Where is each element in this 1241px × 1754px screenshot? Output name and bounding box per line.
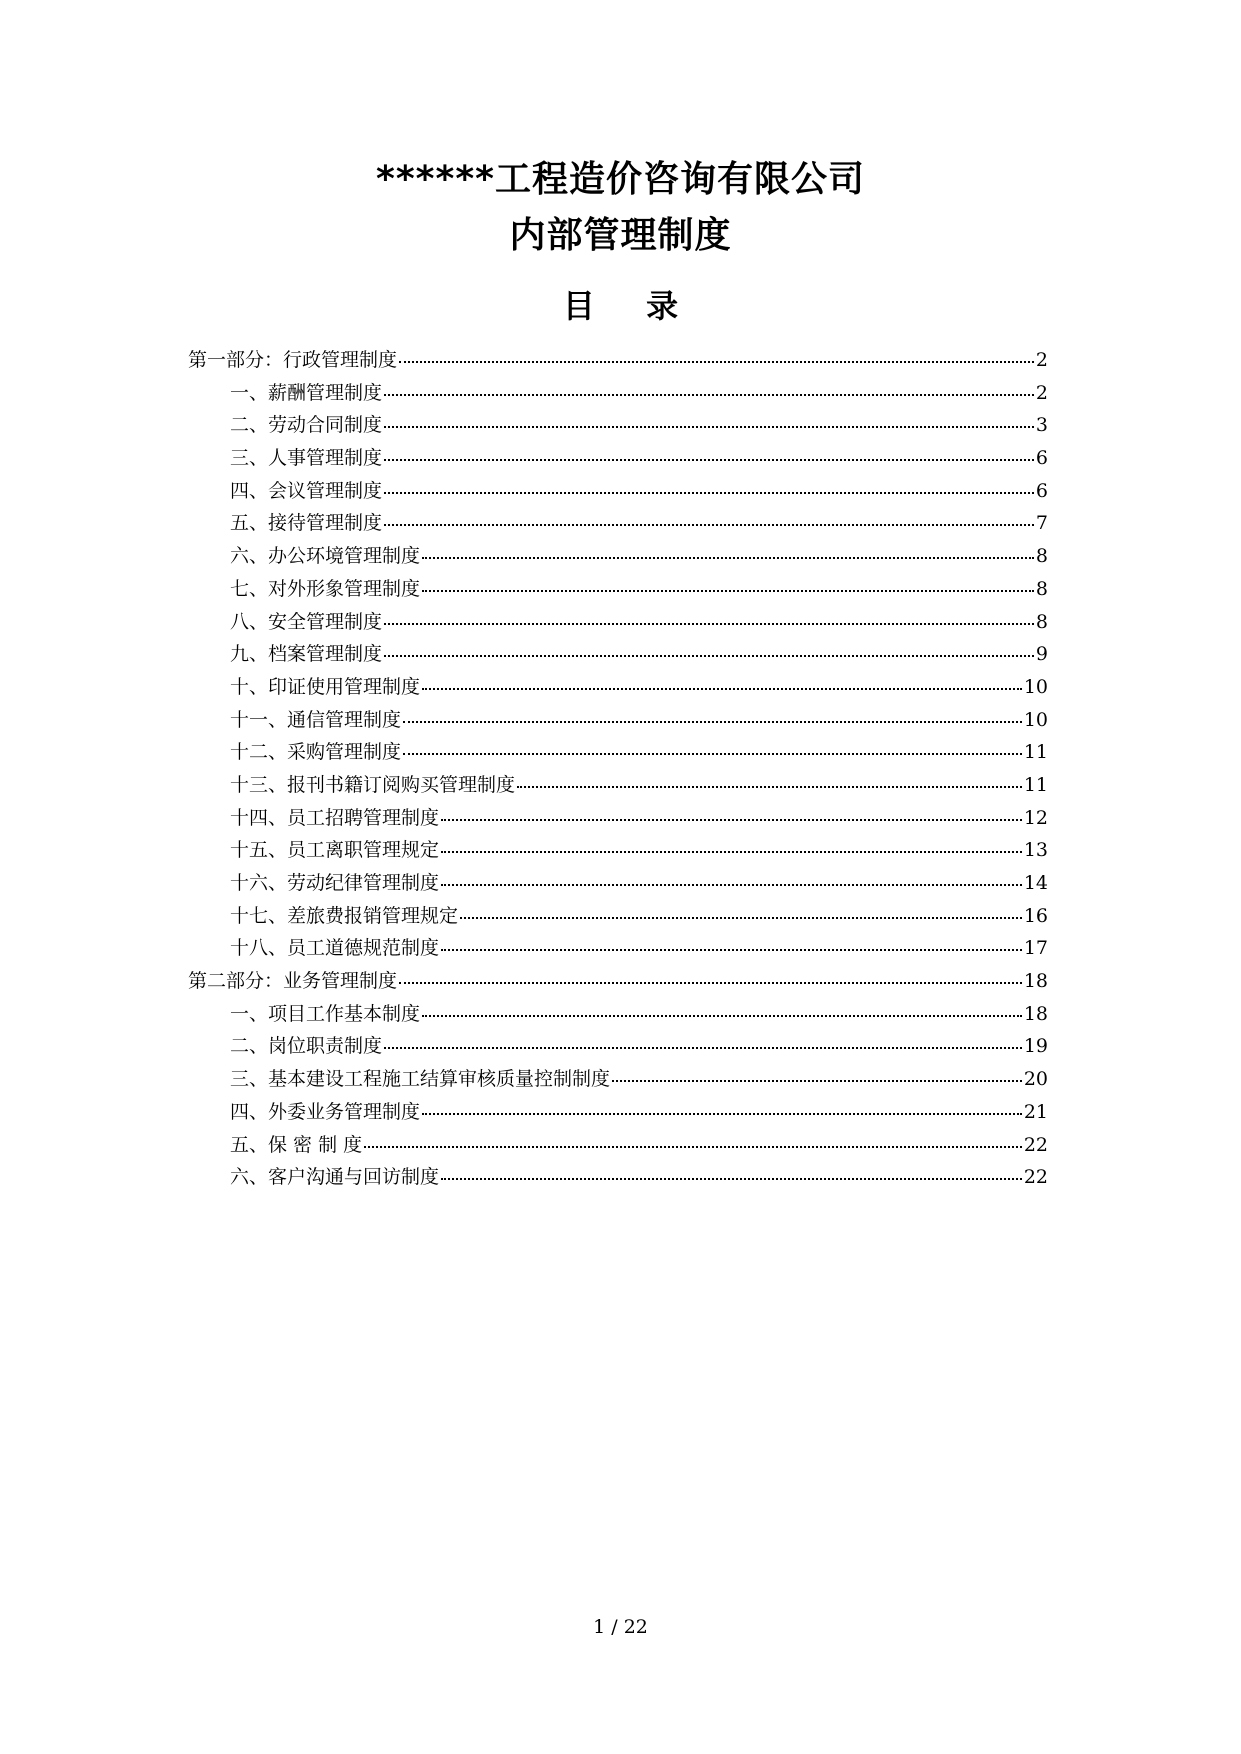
toc-entry[interactable] xyxy=(188,736,1048,769)
toc-entry-page-number: 22 xyxy=(1023,1166,1048,1189)
toc-entry-page-number: 8 xyxy=(1035,577,1048,600)
toc-dot-leader xyxy=(403,706,1022,726)
toc-entry-page-number: 14 xyxy=(1023,872,1048,894)
toc-dot-leader xyxy=(384,379,1034,399)
toc-dot-leader xyxy=(441,934,1022,954)
toc-entry-label: 十、印证使用管理制度 xyxy=(230,675,421,698)
toc-entry-page-number: 11 xyxy=(1023,773,1048,796)
toc-entry-page-number: 17 xyxy=(1023,937,1048,960)
toc-entry[interactable] xyxy=(188,475,1048,508)
toc-dot-leader xyxy=(441,869,1022,889)
toc-section-entry[interactable] xyxy=(188,344,1048,377)
toc-entry[interactable] xyxy=(188,1096,1048,1129)
toc-entry-page-number: 3 xyxy=(1035,414,1048,437)
toc-entry-page-number: 11 xyxy=(1023,741,1048,764)
table-of-contents xyxy=(188,344,1048,1194)
toc-entry-label: 五、接待管理制度 xyxy=(230,512,383,535)
toc-entry-label: 第一部分：行政管理制度 xyxy=(188,349,398,371)
toc-entry-label: 九、档案管理制度 xyxy=(230,643,383,666)
toc-dot-leader xyxy=(422,542,1034,562)
toc-entry[interactable] xyxy=(188,671,1048,704)
toc-entry-label: 二、岗位职责制度 xyxy=(230,1035,383,1058)
toc-dot-leader xyxy=(384,608,1034,628)
toc-entry-label: 五、保 密 制 度 xyxy=(230,1133,363,1156)
toc-entry[interactable] xyxy=(188,704,1048,737)
toc-dot-leader xyxy=(403,738,1022,758)
toc-entry-page-number: 8 xyxy=(1035,610,1048,633)
toc-entry-page-number: 21 xyxy=(1023,1100,1048,1123)
toc-entry-page-number: 13 xyxy=(1023,839,1048,862)
toc-dot-leader xyxy=(384,477,1034,497)
toc-entry[interactable] xyxy=(188,442,1048,475)
toc-entry-label: 三、基本建设工程施工结算审核质量控制制度 xyxy=(230,1068,611,1091)
toc-entry-page-number: 22 xyxy=(1023,1133,1048,1156)
toc-entry-label: 六、客户沟通与回访制度 xyxy=(230,1166,440,1189)
toc-entry-page-number: 2 xyxy=(1035,349,1048,371)
toc-dot-leader xyxy=(517,771,1022,791)
toc-entry-page-number: 19 xyxy=(1023,1035,1048,1058)
toc-entry[interactable] xyxy=(188,1030,1048,1063)
toc-dot-leader xyxy=(422,575,1034,595)
toc-dot-leader xyxy=(399,346,1034,366)
toc-entry[interactable] xyxy=(188,606,1048,639)
toc-dot-leader xyxy=(384,411,1034,431)
toc-entry-page-number: 2 xyxy=(1035,381,1048,404)
toc-dot-leader xyxy=(384,444,1034,464)
toc-entry-label: 一、项目工作基本制度 xyxy=(230,1002,421,1025)
toc-dot-leader xyxy=(422,1098,1022,1118)
toc-entry-page-number: 6 xyxy=(1035,447,1048,470)
toc-entry-page-number: 16 xyxy=(1023,904,1048,927)
toc-entry-page-number: 12 xyxy=(1023,806,1048,829)
toc-entry-label: 十二、采购管理制度 xyxy=(230,741,402,764)
toc-entry[interactable] xyxy=(188,769,1048,802)
toc-dot-leader xyxy=(399,967,1022,987)
toc-dot-leader xyxy=(384,640,1034,660)
toc-dot-leader xyxy=(384,1032,1022,1052)
toc-entry-page-number: 9 xyxy=(1035,643,1048,666)
page-number: 1 / 22 xyxy=(593,1616,648,1638)
toc-dot-leader xyxy=(441,836,1022,856)
toc-entry-label: 三、人事管理制度 xyxy=(230,447,383,470)
toc-entry-page-number: 18 xyxy=(1023,970,1048,993)
toc-entry[interactable] xyxy=(188,573,1048,606)
toc-entry-label: 十五、员工离职管理规定 xyxy=(230,839,440,862)
document-subtitle: 内部管理制度 xyxy=(509,215,732,256)
toc-entry-label: 七、对外形象管理制度 xyxy=(230,577,421,600)
toc-entry[interactable] xyxy=(188,377,1048,410)
toc-entry-label: 十六、劳动纪律管理制度 xyxy=(230,872,440,894)
toc-dot-leader xyxy=(384,509,1034,529)
toc-entry[interactable] xyxy=(188,900,1048,933)
toc-entry-label: 十八、员工道德规范制度 xyxy=(230,937,440,960)
toc-entry[interactable] xyxy=(188,1129,1048,1162)
toc-dot-leader xyxy=(460,902,1022,922)
toc-entry-label: 十一、通信管理制度 xyxy=(230,708,402,731)
toc-section-entry[interactable] xyxy=(188,965,1048,998)
toc-entry-label: 一、薪酬管理制度 xyxy=(230,381,383,404)
toc-dot-leader xyxy=(422,1000,1022,1020)
toc-entry[interactable] xyxy=(188,638,1048,671)
toc-entry[interactable] xyxy=(188,932,1048,965)
toc-entry-label: 第二部分：业务管理制度 xyxy=(188,970,398,993)
toc-entry-label: 十七、差旅费报销管理规定 xyxy=(230,904,459,927)
toc-entry-label: 二、劳动合同制度 xyxy=(230,414,383,437)
toc-entry[interactable] xyxy=(188,1161,1048,1194)
toc-entry[interactable] xyxy=(188,1063,1048,1096)
toc-entry-page-number: 20 xyxy=(1023,1068,1048,1091)
toc-dot-leader xyxy=(612,1065,1022,1085)
toc-heading: 目 录 xyxy=(562,287,699,325)
toc-entry-label: 十三、报刊书籍订阅购买管理制度 xyxy=(230,773,516,796)
toc-dot-leader xyxy=(441,804,1022,824)
toc-entry[interactable] xyxy=(188,507,1048,540)
toc-entry-page-number: 7 xyxy=(1035,512,1048,535)
toc-entry-label: 十四、员工招聘管理制度 xyxy=(230,806,440,829)
toc-entry-page-number: 10 xyxy=(1023,708,1048,731)
toc-entry-label: 八、安全管理制度 xyxy=(230,610,383,633)
toc-entry-page-number: 10 xyxy=(1023,675,1048,698)
toc-dot-leader xyxy=(441,1163,1022,1183)
toc-entry[interactable] xyxy=(188,409,1048,442)
toc-dot-leader xyxy=(364,1131,1022,1151)
toc-entry-page-number: 8 xyxy=(1035,545,1048,568)
toc-entry[interactable] xyxy=(188,802,1048,835)
toc-entry[interactable] xyxy=(188,998,1048,1031)
toc-entry[interactable] xyxy=(188,867,1048,900)
toc-entry[interactable] xyxy=(188,834,1048,867)
company-name: ******工程造价咨询有限公司 xyxy=(376,159,865,200)
toc-entry-page-number: 18 xyxy=(1023,1002,1048,1025)
toc-entry-label: 四、会议管理制度 xyxy=(230,479,383,502)
toc-entry[interactable] xyxy=(188,540,1048,573)
toc-entry-label: 四、外委业务管理制度 xyxy=(230,1100,421,1123)
toc-entry-page-number: 6 xyxy=(1035,479,1048,502)
toc-dot-leader xyxy=(422,673,1022,693)
toc-entry-label: 六、办公环境管理制度 xyxy=(230,545,421,568)
document-title xyxy=(0,152,1241,264)
